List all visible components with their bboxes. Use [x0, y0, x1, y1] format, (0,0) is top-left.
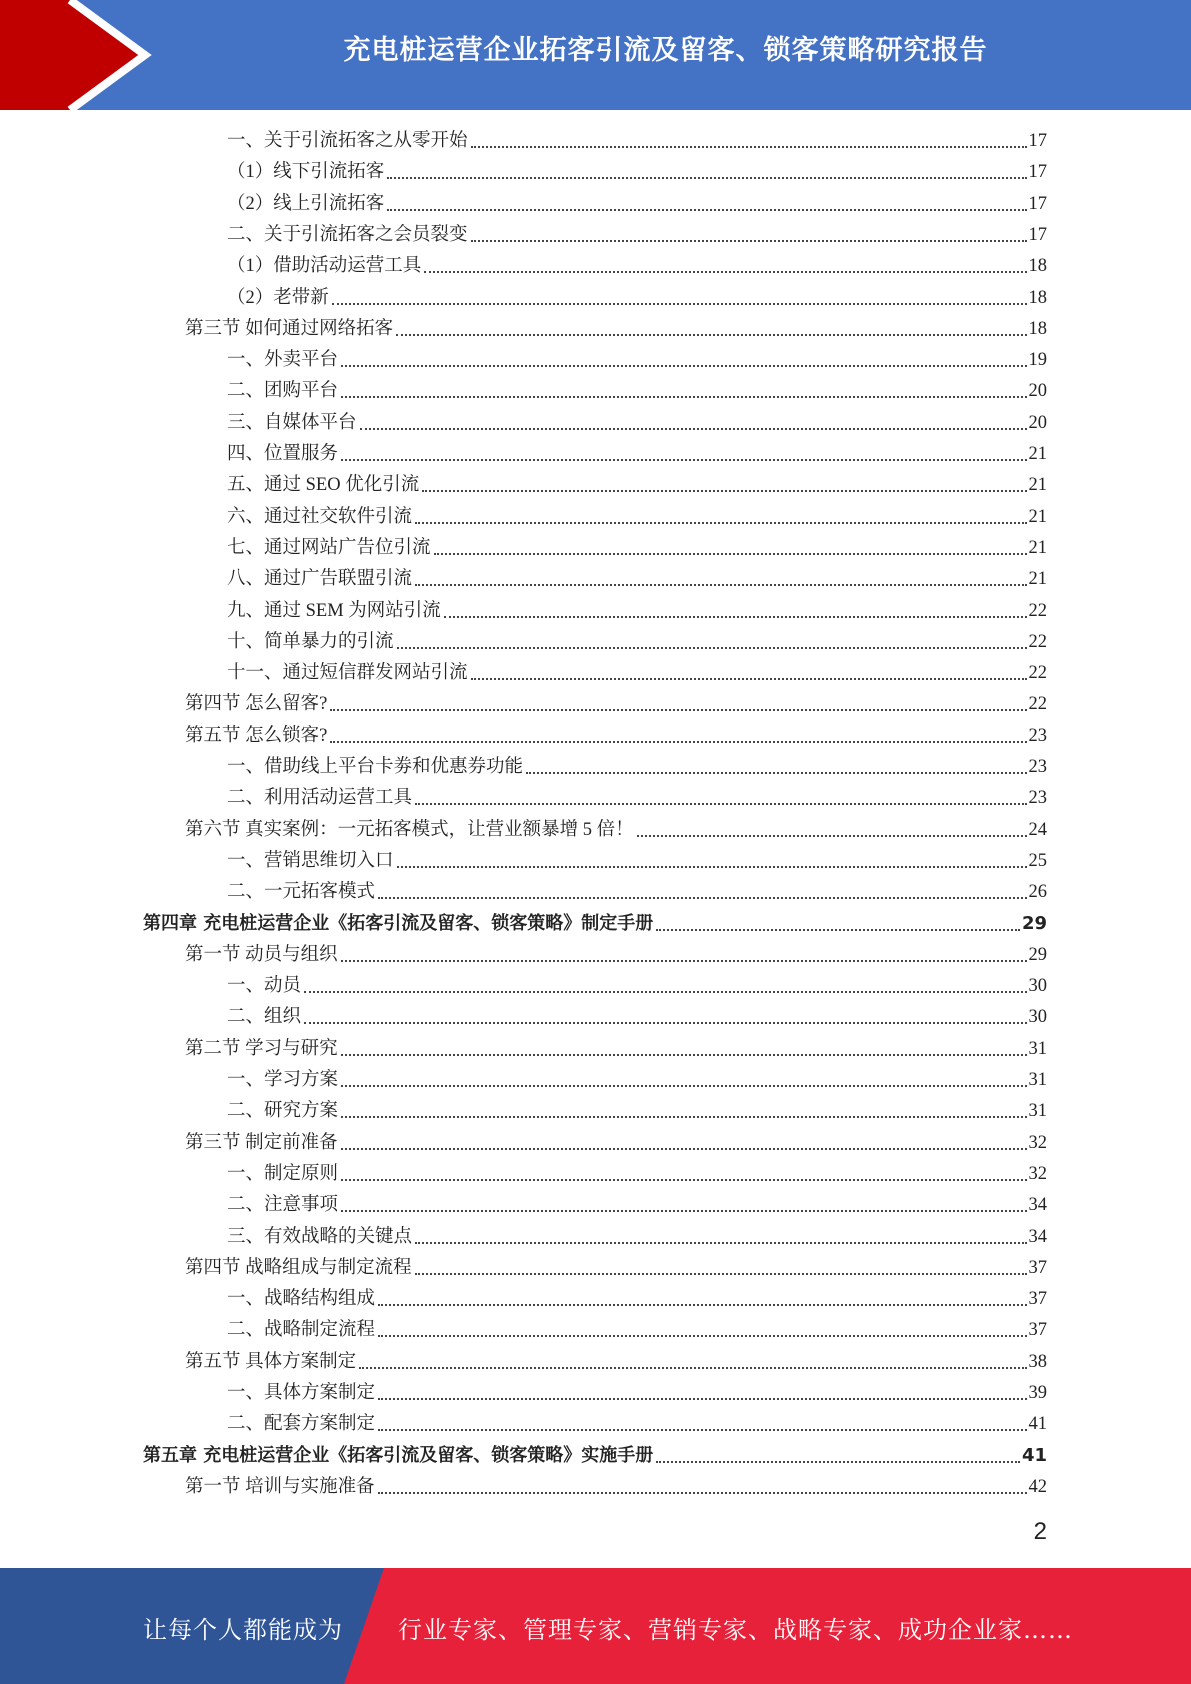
page-number: 2	[1033, 1518, 1047, 1545]
toc-entry[interactable]	[185, 1129, 1047, 1157]
toc-entry-label: 七、通过网站广告位引流	[227, 537, 431, 558]
toc-entry-label: 第六节 真实案例：一元拓客模式，让营业额暴增 5 倍！	[185, 819, 634, 840]
toc-entry-label: 二、团购平台	[227, 381, 339, 402]
toc-leader-dots	[471, 240, 1027, 242]
toc-entry-label: 二、关于引流拓客之会员裂变	[227, 224, 468, 245]
toc-entry-page: 39	[1028, 1383, 1047, 1403]
toc-leader-dots	[341, 1210, 1026, 1212]
toc-leader-dots	[378, 1398, 1026, 1400]
toc-entry-label: 九、通过 SEM 为网站引流	[227, 600, 441, 621]
toc-entry-page: 21	[1028, 475, 1047, 496]
toc-entry-label: 第三节 制定前准备	[185, 1132, 338, 1153]
toc-entry-page: 22	[1028, 694, 1047, 715]
toc-entry-page: 20	[1028, 412, 1047, 433]
toc-leader-dots	[526, 772, 1026, 774]
toc-leader-dots	[656, 929, 1020, 931]
toc-leader-dots	[387, 209, 1026, 211]
toc-leader-dots	[332, 303, 1027, 305]
toc-leader-dots	[471, 678, 1027, 680]
toc-entry-label: 第四章 充电桩运营企业《拓客引流及留客、锁客策略》制定手册	[143, 912, 654, 934]
toc-entry[interactable]	[227, 1097, 1047, 1125]
toc-entry-page: 21	[1028, 444, 1047, 464]
toc-entry-page: 20	[1028, 381, 1047, 402]
toc-leader-dots	[434, 553, 1027, 555]
toc-entry[interactable]	[185, 816, 1047, 844]
toc-entry-page: 31	[1028, 1070, 1047, 1090]
toc-entry-label: 一、营销思维切入口	[227, 850, 394, 871]
toc-entry-label: 二、利用活动运营工具	[227, 788, 413, 809]
toc-entry[interactable]	[227, 1316, 1047, 1344]
toc-leader-dots	[341, 459, 1026, 461]
toc-entry[interactable]	[185, 1473, 1047, 1501]
toc-entry[interactable]	[227, 1191, 1047, 1219]
toc-entry-page: 18	[1028, 287, 1047, 308]
toc-entry-page: 41	[1028, 1414, 1047, 1435]
toc-entry[interactable]	[227, 597, 1047, 625]
toc-entry[interactable]	[227, 628, 1047, 656]
toc-leader-dots	[341, 1148, 1027, 1150]
toc-entry-page: 30	[1028, 976, 1047, 997]
toc-entry[interactable]	[227, 565, 1047, 593]
toc-leader-dots	[396, 334, 1026, 336]
toc-entry-label: 八、通过广告联盟引流	[227, 569, 413, 590]
toc-entry-label: 二、配套方案制定	[227, 1414, 376, 1435]
toc-entry-page: 17	[1028, 162, 1047, 183]
toc-entry-label: 五、通过 SEO 优化引流	[227, 475, 420, 496]
toc-entry-label: 第四节 怎么留客?	[185, 694, 328, 715]
toc-entry-label: 三、自媒体平台	[227, 412, 357, 433]
toc-entry[interactable]	[227, 1285, 1047, 1313]
toc-leader-dots	[415, 1242, 1026, 1244]
toc-entry-page: 21	[1028, 569, 1047, 590]
toc-leader-dots	[397, 647, 1027, 649]
toc-leader-dots	[341, 1179, 1026, 1181]
toc-entry[interactable]	[227, 346, 1047, 374]
toc-entry-label: 第二节 学习与研究	[185, 1038, 338, 1059]
toc-entry[interactable]	[185, 1035, 1047, 1063]
toc-entry[interactable]	[227, 471, 1047, 499]
toc-entry-label: 十、简单暴力的引流	[227, 631, 394, 652]
toc-entry-page: 24	[1028, 819, 1047, 840]
toc-entry-label: 十一、通过短信群发网站引流	[227, 663, 468, 684]
toc-entry-label: 一、动员	[227, 976, 302, 997]
toc-leader-dots	[415, 803, 1026, 805]
toc-entry-label: 第四节 战略组成与制定流程	[185, 1257, 412, 1278]
toc-entry[interactable]	[227, 1410, 1047, 1438]
toc-entry-page: 25	[1028, 850, 1047, 871]
toc-entry-page: 34	[1028, 1195, 1047, 1216]
toc-entry-page: 17	[1028, 224, 1047, 245]
toc-entry-page: 17	[1028, 193, 1047, 214]
toc-entry[interactable]	[227, 127, 1047, 155]
toc-leader-dots	[471, 146, 1027, 148]
toc-leader-dots	[378, 897, 1026, 899]
toc-entry-label: （2）线上引流拓客	[227, 193, 385, 214]
report-title: 充电桩运营企业拓客引流及留客、锁客策略研究报告	[343, 35, 988, 66]
toc-entry-page: 26	[1028, 882, 1047, 903]
toc-entry-label: 一、学习方案	[227, 1070, 339, 1090]
toc-entry-label: （1）线下引流拓客	[227, 162, 385, 183]
toc-entry-page: 31	[1028, 1101, 1047, 1122]
toc-entry[interactable]	[227, 753, 1047, 781]
page-header	[0, 0, 1191, 110]
toc-leader-dots	[415, 1273, 1027, 1275]
toc-leader-dots	[341, 1085, 1026, 1087]
toc-leader-dots	[330, 741, 1026, 743]
toc-entry[interactable]	[185, 941, 1047, 969]
toc-leader-dots	[637, 835, 1027, 837]
toc-entry-page: 23	[1028, 725, 1047, 746]
toc-entry[interactable]	[227, 377, 1047, 405]
toc-leader-dots	[359, 1367, 1026, 1369]
toc-entry[interactable]	[227, 158, 1047, 186]
toc-entry-label: 三、有效战略的关键点	[227, 1226, 413, 1247]
toc-entry-page: 21	[1028, 506, 1047, 527]
toc-leader-dots	[415, 584, 1026, 586]
toc-leader-dots	[304, 1022, 1026, 1024]
toc-leader-dots	[378, 1304, 1026, 1306]
toc-leader-dots	[341, 1054, 1027, 1056]
toc-entry-label: 第一节 培训与实施准备	[185, 1476, 375, 1497]
toc-entry-page: 32	[1028, 1132, 1047, 1153]
toc-entry-label: 一、外卖平台	[227, 350, 339, 371]
toc-entry-page: 42	[1028, 1476, 1047, 1497]
toc-entry-page: 38	[1028, 1351, 1047, 1372]
toc-entry[interactable]	[227, 1160, 1047, 1188]
toc-entry[interactable]	[227, 503, 1047, 531]
toc-entry-page: 30	[1028, 1007, 1047, 1028]
toc-entry-page: 17	[1028, 131, 1047, 151]
toc-entry[interactable]	[227, 190, 1047, 218]
toc-leader-dots	[378, 1429, 1026, 1431]
toc-entry-page: 31	[1028, 1038, 1047, 1059]
toc-leader-dots	[341, 396, 1026, 398]
footer-slogan-right: 行业专家、管理专家、营销专家、战略专家、成功企业家……	[398, 1616, 1073, 1644]
toc-entry-page: 22	[1028, 663, 1047, 684]
toc-leader-dots	[378, 1492, 1027, 1494]
toc-entry-page: 18	[1028, 318, 1047, 339]
toc-leader-dots	[341, 960, 1027, 962]
toc-entry-page: 22	[1028, 631, 1047, 652]
toc-entry[interactable]	[185, 315, 1047, 343]
toc-entry-label: 一、战略结构组成	[227, 1289, 376, 1310]
toc-entry[interactable]	[185, 1348, 1047, 1376]
toc-entry-page: 37	[1028, 1289, 1047, 1310]
toc-leader-dots	[444, 616, 1027, 618]
toc-entry[interactable]	[227, 972, 1047, 1000]
toc-entry-label: （1）借助活动运营工具	[227, 256, 422, 277]
toc-leader-dots	[330, 709, 1026, 711]
toc-leader-dots	[422, 490, 1026, 492]
toc-leader-dots	[656, 1461, 1020, 1463]
toc-leader-dots	[378, 1335, 1026, 1337]
toc-leader-dots	[387, 177, 1026, 179]
toc-entry-page: 32	[1028, 1163, 1047, 1184]
toc-leader-dots	[397, 866, 1027, 868]
toc-entry-label: 一、借助线上平台卡劵和优惠券功能	[227, 757, 524, 777]
toc-entry[interactable]	[227, 440, 1047, 468]
toc-entry-page: 19	[1028, 350, 1047, 371]
toc-entry[interactable]	[227, 847, 1047, 875]
toc-entry[interactable]	[185, 722, 1047, 750]
toc-entry-label: 一、关于引流拓客之从零开始	[227, 131, 468, 151]
footer-slogan-left: 让每个人都能成为	[143, 1616, 343, 1644]
toc-entry-page: 29	[1021, 912, 1047, 934]
toc-leader-dots	[341, 1116, 1026, 1118]
toc-entry-label: 一、具体方案制定	[227, 1383, 376, 1403]
toc-entry[interactable]	[227, 784, 1047, 812]
toc-entry-page: 22	[1028, 600, 1047, 621]
toc-entry[interactable]	[227, 252, 1047, 280]
toc-entry-page: 23	[1028, 757, 1047, 777]
toc-entry-label: 第一节 动员与组织	[185, 944, 338, 965]
toc-entry-label: 二、战略制定流程	[227, 1320, 376, 1341]
toc-leader-dots	[341, 365, 1026, 367]
toc-entry[interactable]	[227, 1003, 1047, 1031]
toc-entry-label: 第五章 充电桩运营企业《拓客引流及留客、锁客策略》实施手册	[143, 1444, 654, 1466]
toc-entry[interactable]	[185, 690, 1047, 718]
toc-entry[interactable]	[227, 534, 1047, 562]
toc-entry[interactable]	[227, 1223, 1047, 1251]
toc-entry-label: 一、制定原则	[227, 1163, 339, 1184]
toc-entry-page: 23	[1028, 788, 1047, 809]
toc-entry-page: 18	[1028, 256, 1047, 277]
toc-leader-dots	[360, 428, 1027, 430]
toc-entry[interactable]	[227, 1066, 1047, 1094]
toc-entry-label: 六、通过社交软件引流	[227, 506, 413, 527]
toc-entry-page: 41	[1021, 1444, 1047, 1466]
toc-entry-page: 21	[1028, 537, 1047, 558]
toc-entry-page: 37	[1028, 1320, 1047, 1341]
toc-entry-label: 二、注意事项	[227, 1195, 339, 1216]
toc-leader-dots	[304, 991, 1026, 993]
toc-leader-dots	[415, 522, 1026, 524]
toc-leader-dots	[424, 271, 1026, 273]
toc-entry-label: 二、组织	[227, 1007, 302, 1028]
toc-entry[interactable]	[227, 659, 1047, 687]
toc-entry[interactable]	[227, 409, 1047, 437]
toc-entry-label: 第五节 怎么锁客?	[185, 725, 328, 746]
toc-entry-label: 二、研究方案	[227, 1101, 339, 1122]
page-footer	[0, 1568, 1191, 1684]
toc-entry-label: 第五节 具体方案制定	[185, 1351, 357, 1372]
toc-entry[interactable]	[143, 910, 1047, 938]
toc-entry[interactable]	[227, 221, 1047, 249]
toc-entry-label: 第三节 如何通过网络拓客	[185, 318, 394, 339]
toc-entry[interactable]	[227, 1379, 1047, 1407]
toc-entry[interactable]	[143, 1442, 1047, 1470]
toc-entry-label: 四、位置服务	[227, 444, 339, 464]
toc-entry-page: 37	[1028, 1257, 1047, 1278]
toc-entry-page: 29	[1028, 944, 1047, 965]
toc-entry-label: 二、一元拓客模式	[227, 882, 376, 903]
toc-entry[interactable]	[227, 878, 1047, 906]
toc-entry-page: 34	[1028, 1226, 1047, 1247]
toc-entry[interactable]	[185, 1254, 1047, 1282]
toc-entry-label: （2）老带新	[227, 287, 329, 308]
toc-entry[interactable]	[227, 284, 1047, 312]
